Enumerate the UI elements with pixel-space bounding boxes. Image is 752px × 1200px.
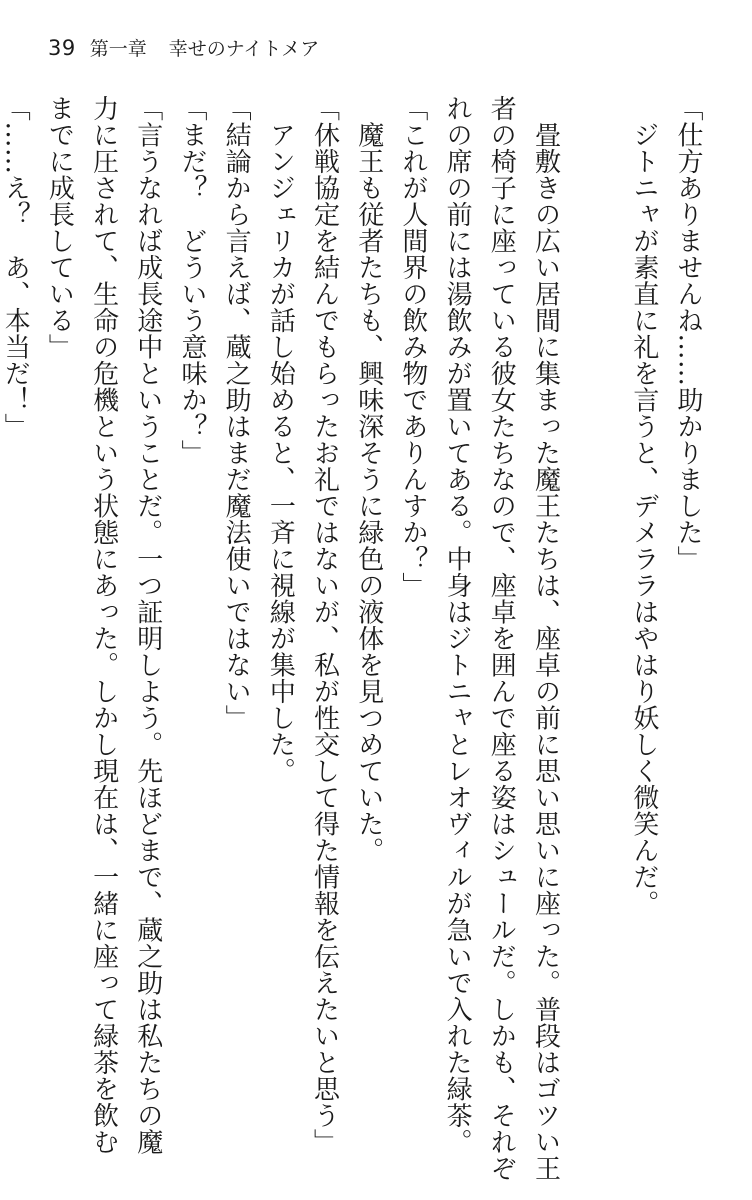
text-line-11: 「まだ？ どういう意味か？」 (176, 95, 207, 466)
page-number: 39 (48, 36, 76, 60)
text-line-12: 「言うなれば成長途中ということだ。一つ証明しよう。先ほどまで、蔵之助は私たちの魔 (132, 95, 163, 1155)
text-line-2: ジトニャが素直に礼を言うと、デメララはやはり妖しく微笑んだ。 (628, 95, 659, 917)
body-text (0, 95, 710, 1182)
blank-line (577, 95, 621, 1175)
text-line-10: 「結論から言えば、蔵之助はまだ魔法使いではない」 (221, 95, 252, 731)
text-line-7: 魔王も従者たちも、興味深そうに緑色の液体を見つめていた。 (353, 95, 384, 864)
chapter-title: 幸せのナイトメア (168, 38, 320, 60)
text-line-5: れの席の前には湯飲みが置いてある。中身はジトニャとレオヴィルが急いで入れた緑茶。 (442, 95, 473, 1155)
text-line-15: 「……え？ あ、本当だ！」 (0, 95, 31, 440)
text-line-14: までに成長している」 (44, 95, 75, 360)
text-line-6: 「これが人間界の飲み物でありんすか？」 (397, 95, 428, 599)
text-line-1: 「仕方ありませんね……助かりました」 (673, 95, 703, 572)
text-line-13: 力に圧されて、生命の危機という状態にあった。しかし現在は、一緒に座って緑茶を飲む (88, 95, 119, 1155)
text-line-3: 畳敷きの広い居間に集まった魔王たちは、座卓の前に思い思いに座った。普段はゴツい王 (530, 95, 561, 1182)
page-header (48, 34, 319, 64)
chapter-label: 第一章 (89, 38, 147, 60)
text-line-8: 「休戦協定を結んでもらったお礼ではないが、私が性交して得た情報を伝えたいと思う」 (309, 95, 340, 1155)
text-line-4: 者の椅子に座っている彼女たちなので、座卓を囲んで座る姿はシュールだ。しかも、それぞ (486, 95, 517, 1182)
text-line-9: アンジェリカが話し始めると、一斉に視線が集中した。 (265, 95, 296, 784)
